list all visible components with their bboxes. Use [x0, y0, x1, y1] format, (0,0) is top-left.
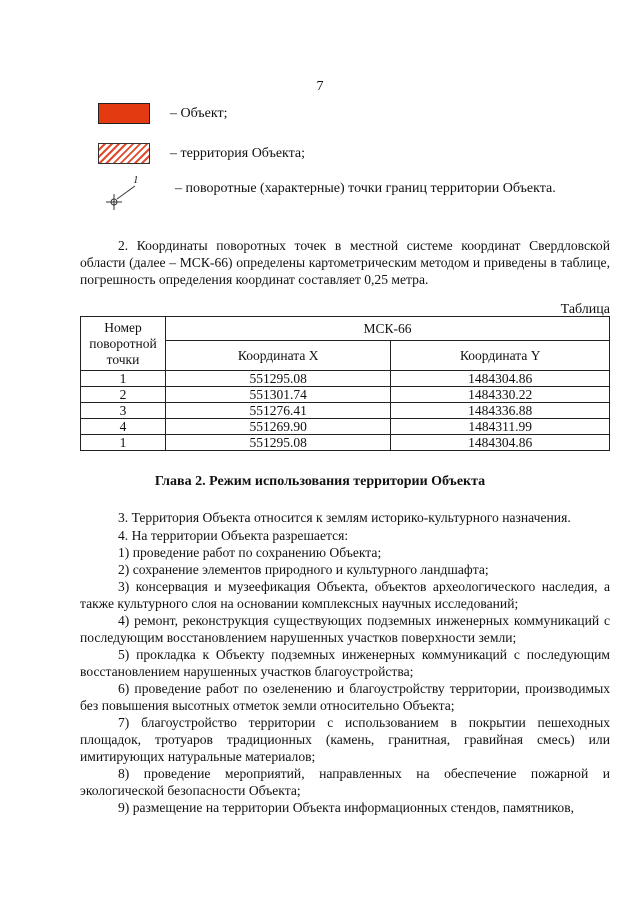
header-coordinate-x: Координата X	[165, 341, 391, 371]
item-4-4: 4) ремонт, реконструкция существующих подземных инженерных коммуникаций с последующим восстановлением нарушенных участков поверхности земли;	[80, 613, 610, 645]
row-coordinate-x: 551301.74	[165, 387, 391, 403]
chapter-title: Глава 2. Режим использования территории Объекта	[154, 474, 486, 489]
coordinates-table	[80, 316, 610, 451]
item-4-1: 1) проведение работ по сохранению Объекта;	[118, 545, 382, 560]
legend-points-text: – поворотные (характерные) точки границ территории Объекта.	[175, 181, 556, 196]
boundary-point-icon	[100, 172, 160, 212]
paragraph-2: 2. Координаты поворотных точек в местной системе координат Свердловской области (далее – МСК-66) определены картометрическим методом и приведены в таблице, погрешность определения координат составляет 0,25 метра.	[80, 238, 610, 287]
table-row	[81, 419, 610, 435]
row-coordinate-y: 1484311.99	[391, 419, 610, 435]
row-coordinate-y: 1484304.86	[391, 435, 610, 451]
object-swatch-icon	[98, 103, 150, 124]
row-coordinate-x: 551276.41	[165, 403, 391, 419]
row-coordinate-y: 1484304.86	[391, 371, 610, 387]
item-4-6: 6) проведение работ по озеленению и благоустройству территории, производимых без повышения высотных отметок земли относительно Объекта;	[80, 681, 610, 713]
item-4-2: 2) сохранение элементов природного и культурного ландшафта;	[118, 562, 489, 577]
row-point-number: 1	[81, 371, 166, 387]
legend-object-text: – Объект;	[170, 105, 228, 121]
table-row	[81, 435, 610, 451]
row-coordinate-x: 551295.08	[165, 435, 391, 451]
item-4-5: 5) прокладка к Объекту подземных инженерных коммуникаций с последующим восстановлением нарушенных участков благоустройства;	[80, 647, 610, 679]
row-coordinate-x: 551295.08	[165, 371, 391, 387]
item-4-7: 7) благоустройство территории с использованием в покрытии пешеходных площадок, тротуаров традиционных (камень, гранитная, гравийная смесь) или имитирующих натуральные материалов;	[80, 715, 610, 764]
row-point-number: 1	[81, 435, 166, 451]
territory-hatch-icon	[98, 143, 150, 164]
item-4-9: 9) размещение на территории Объекта информационных стендов, памятников,	[118, 800, 575, 815]
row-point-number: 3	[81, 403, 166, 419]
legend-territory	[98, 143, 305, 164]
header-point-number: Номер поворотной точки	[81, 317, 166, 371]
legend-territory-text: – территория Объекта;	[170, 145, 306, 161]
item-3: 3. Территория Объекта относится к землям историко-культурного назначения.	[118, 510, 571, 525]
item-4-3: 3) консервация и музеефикация Объекта, объектов археологического наследия, а также культурного слоя на основании комплексных научных исследований;	[80, 579, 610, 611]
page-number: 7	[316, 79, 324, 94]
row-point-number: 4	[81, 419, 166, 435]
legend-object	[98, 103, 227, 124]
table-caption: Таблица	[560, 302, 610, 317]
table-row	[81, 387, 610, 403]
legend-points	[175, 181, 556, 197]
item-4-8: 8) проведение мероприятий, направленных на обеспечение пожарной и экологической безопасности Объекта;	[80, 766, 610, 798]
point-label: 1	[133, 174, 139, 186]
row-coordinate-y: 1484336.88	[391, 403, 610, 419]
row-coordinate-x: 551269.90	[165, 419, 391, 435]
table-row	[81, 403, 610, 419]
item-4: 4. На территории Объекта разрешается:	[118, 528, 349, 543]
header-coordinate-y: Координата Y	[391, 341, 610, 371]
table-row	[81, 371, 610, 387]
row-coordinate-y: 1484330.22	[391, 387, 610, 403]
row-point-number: 2	[81, 387, 166, 403]
header-msk66: МСК-66	[165, 317, 609, 341]
